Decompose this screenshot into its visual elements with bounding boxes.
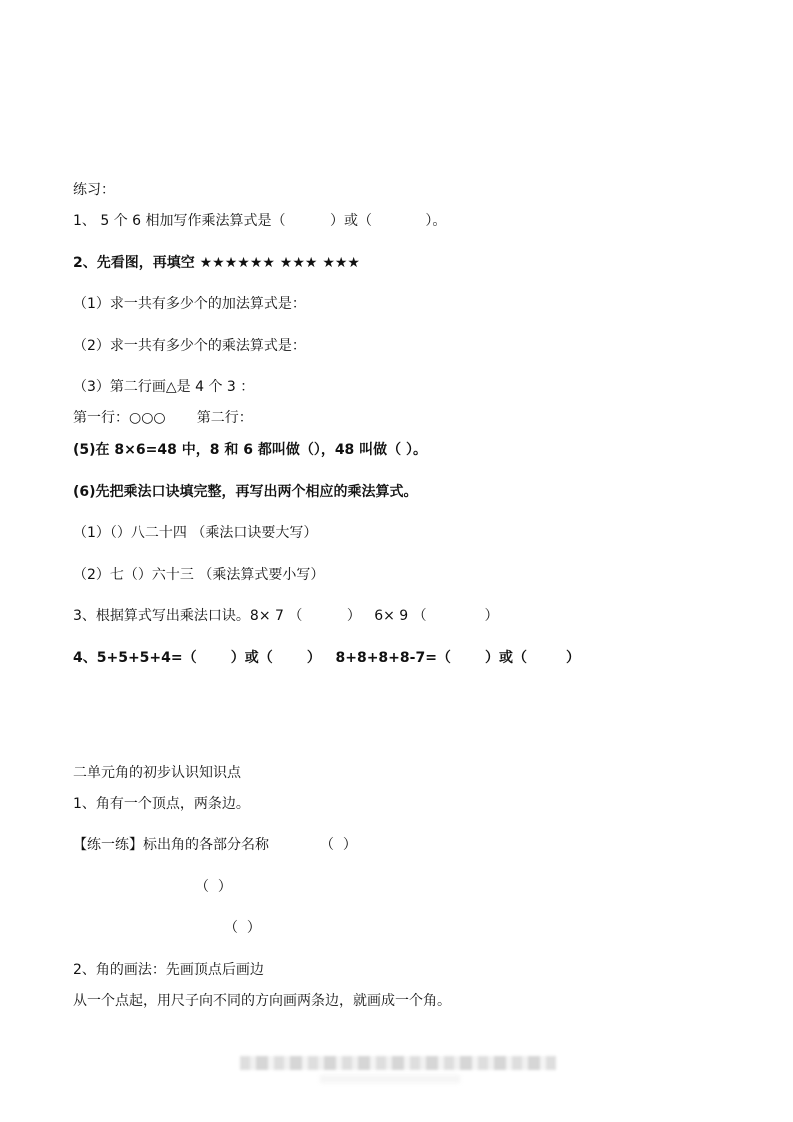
question-2: 2、先看图，再填空 ★★★★★★ ★★★ ★★★ (73, 255, 360, 271)
unit2-heading: 二单元角的初步认识知识点 (73, 765, 241, 781)
question-1: 1、 5 个 6 相加写作乘法算式是（ ）或（ ）。 (73, 213, 447, 229)
footer-watermark-sub (320, 1075, 460, 1083)
unit2-point-1: 1、角有一个顶点，两条边。 (73, 796, 250, 812)
footer-watermark (240, 1056, 556, 1070)
question-3: 3、根据算式写出乘法口诀。8× 7 （ ） 6× 9 （ ） (73, 608, 499, 624)
question-2-part-2: （2）求一共有多少个的乘法算式是： (73, 338, 306, 354)
question-5: (5)在 8×6=48 中，8 和 6 都叫做（），48 叫做（ ）。 (73, 442, 428, 458)
unit2-point-2: 2、角的画法：先画顶点后画边 (73, 962, 264, 978)
angle-label-paren-b: （ ） (195, 879, 232, 895)
question-6-part-1: （1）（）八二十四 （乘法口诀要大写） (73, 525, 318, 541)
exercise-heading: 练习： (73, 182, 115, 198)
question-2-rows: 第一行：○○○ 第二行： (73, 410, 253, 426)
angle-label-paren-c: （ ） (224, 920, 261, 936)
question-6: (6)先把乘法口诀填完整，再写出两个相应的乘法算式。 (73, 484, 418, 500)
unit2-point-2-description: 从一个点起，用尺子向不同的方向画两条边，就画成一个角。 (73, 993, 451, 1009)
question-4: 4、5+5+5+4=（ ）或（ ） 8+8+8+8-7=（ ）或（ ） (73, 650, 581, 666)
angle-label-paren-a: （ ） (320, 837, 357, 853)
unit2-practice: 【练一练】标出角的各部分名称 (73, 837, 269, 853)
question-2-part-1: （1）求一共有多少个的加法算式是： (73, 296, 306, 312)
question-6-part-2: （2）七（）六十三 （乘法算式要小写） (73, 567, 325, 583)
question-2-part-3: （3）第二行画△是 4 个 3 ： (73, 379, 255, 395)
